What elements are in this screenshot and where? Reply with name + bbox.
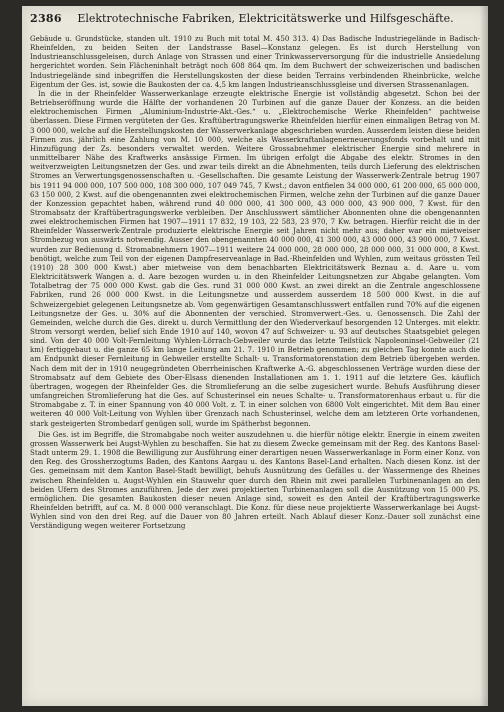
- paragraph-industrial-grounds: Gebäude u. Grundstücke, standen ult. 1910 zu Buch mit total M. 450 313. 4) Das Badische Industriegelände in Badisch-Rheinfelden, zu beiden Seiten der Landstrasse Basel—Konstanz gelegen. Es ist durch Herstellung von Industrieanschlussgeleisen, durch Anlage von Strassen und einer Trinkwasserversorgung für die industrielle Ansiedelung hergerichtet worden. Sein Flächeninhalt beträgt noch 608 864 qm. Im dem Buchwert der schweizerischen und badischen Industriegelände sind inbegriffen die Herstellungskosten der diese beiden Terrains verbindenden Rheinbrücke, welche Eigentum der Ges. ist, sowie die Baukosten der ca. 4,5 km langen Industrieanschlussgleise und diversen Strassenanlagen.: [30, 34, 480, 89]
- paragraph-energy-sales: In die in der Rheinfelder Wasserwerkanlage erzeugte elektrische Energie ist vollständig abgesetzt. Schon bei der Betriebseröffnung wurde die Hälfte der vorhandenen 20 Turbinen auf die ganze Dauer der Konzess. an die beiden elektrochemischen Firmen „Aluminium-Industrie-Akt.-Ges.“ u. „Elektrochemische Werke Rheinfelden“ pachtweise überlassen. Diese Firmen vergüteten der Ges. Kraftübertragungswerke Rheinfelden hierfür einen einmaligen Betrag von M. 3 000 000, welche auf die Herstellungskosten der Wasserwerkanlage abgeschrieben wurden. Ausserdem leisten diese beiden Firmen zus. jährlich eine Zahlung von M. 10 000, welche als Wasserkraftanlagenerneuerungsfonds vorbehalt und mit Hinzufügung der Zs. besonders verwaltet werden. Weitere Grossabnehmer elektrischer Energie sind mehrere in unmittelbarer Nähe des Kraftwerks ansässige Firmen. Im übrigen erfolgt die Abgabe des elektr. Stromes in den weitverzweigten Leitungsnetzen der Ges. und zwar teils direkt an die Abnehmenten, teils durch Lieferung des elektrischen Stromes an Verwertungsgenossenschaften u. -Gesellschaften. Die gesamte Leistung der Wasserwerk-Zentrale betrug 1907 bis 1911 94 000 000, 107 500 000, 108 300 000, 107 049 745, 7 Kwst.; davon entfielen 34 000 000, 61 200 000, 65 000 000, 63 150 000, 2 Kwst. auf die obengenannten zwei elektrochemischen Firmen, welche zehn der Turbinen auf die ganze Dauer der Konzession gepachtet haben, während rund 40 000 000, 41 300 000, 43 000 000, 43 900 000, 7 Kwst. für den Stromabsatz der Kraftübertragungswerke verbleiben. Der Anschlusswert sämtlicher Abonnenten ohne die obengenannten zwei elektrochemischen Firmen hat 1907—1911 17 832, 19 103, 22 583, 23 970, 7 Kw. betragen. Hierfür reicht die in der Rheinfelder Wasserwerk-Zentrale produzierte elektrische Energie seit Jahren nicht mehr aus; daher war ein mietweiser Strombezug von auswärts notwendig. Ausser den obengenannten 40 000 000, 41 300 000, 43 000 000, 43 900 000, 7 Kwst. wurden zur Bedienung d. Stromabnehmern 1907—1911 weitere 24 000 000, 28 000 000, 28 000 000, 31 000 000, 8 Kwst. benötigt, welche zum Teil von der eigenen Dampfreserveanlage in Bad.-Rheinfelden und Wyhlen, zum weitaus grössten Teil (1910) 28 300 000 Kwst.) aber mietweise von dem benachbarten Elektricitätswerk Beznau a. d. Aare u. vom Elektricitätswerk Wangen a. d. Aare bezogen wurden u. in den Rheinfelder Leitungsnetzen zur Abgabe gelangten. Vom Totalbetrag der 75 000 000 Kwst. gab die Ges. rund 31 000 000 Kwst. an zwei direkt an die Zentrale angeschlossene Fabriken, rund 26 000 000 Kwst. in die Leitungsnetze und ausserdem ausserdem 18 500 000 Kwst. in die auf Schweizergebiet gelegenen Leitungsnetze ab. Vom gegenwärtigen Gesamtanschlusswert entfallen rund 70% auf die eigenen Leitungsnetze der Ges. u. 30% auf die Abonnenten der verschied. Stromverwert.-Ges. u. Genossensch. Die Zahl der Gemeinden, welche durch die Ges. direkt u. durch Vermittlung der den Wiederverkauf besorgenden 12 Unterges. mit elektr. Strom versorgt werden, belief sich Ende 1910 auf 140, wovon 47 auf Schweizer- u. 93 auf deutsches Staatsgebiet gelegen sind. Von der 40 000 Volt-Fernleitung Wyhlen-Lörrach-Gebweiler wurde das letzte Teilstück Napoleoninsel-Gebweiler (21 km) fertiggebaut u. die ganze 65 km lange Leitung am 21. 7. 1910 in Betrieb genommen; zu gleichen Tag konnte auch die am Endpunkt dieser Fernleitung in Gebweiler erstellte Schalt- u. Transformatorenstation dem Betrieb übergeben werden. Nach dem mit der in 1910 neugegründeten Oberrheinischen Kraftwerke A.-G. abgeschlossenen Verträge wurden diese der Stromabsatz auf dem Gebiete des Ober-Elsass dienenden Installationen am 1. 1. 1911 auf die letztere Ges. käuflich übertragen, wogegen der Rheinfelder Ges. die Stromlieferung an die selbe zugesichert wurde. Behufs Ausführung dieser umfangreichen Stromlieferung hat die Ges. auf Schusterinsel ein neues Schalte- u. Transformatorenhaus erbaut u. für die Stromabgabe z. T. in einer Spannung von 40 000 Volt. z. T. in einer solchen von 6800 Volt eingerichtet. Mit dem Bau einer weiteren 40 000 Volt-Leitung von Wyhlen über Grenzach nach Schusterinsel, welche dem am letzteren Orte vorhandenen, stark gesteigerten Strombedarf genügen soll, wurde im Spätherbst begonnen.: [30, 88, 480, 428]
- paragraph-augst-wyhlen-project: Die Ges. ist im Begriffe, die Stromabgabe noch weiter auszudehnen u. die hierfür nötige elektr. Energie in einem zweiten grossen Wasserwerk bei Augst-Wyhlen zu beschaffen. Sie hat zu diesem Zwecke gemeinsam mit der Reg. des Kantons Basel-Stadt unterm 29. 1. 1908 die Bewilligung zur Ausführung einer derartigen neuen Wasserwerkanlage in Form einer Konz. von den Reg. des Grossherzogtums Baden, des Kantons Aargau u. des Kantons Basel-Land erhalten. Nach diesen Konz. ist der Ges. gemeinsam mit dem Kanton Basel-Stadt bewilligt, behufs Ausnützung des Gefälles u. der Wassermenge des Rheines zwischen Rheinfelden u. Augst-Wyhlen ein Stauwehr quer durch den Rhein mit zwei parallelen Turbinenanlagen an den beiden Ufern des Stromes anzuführen. Jede der zwei projektierten Turbinenanlagen soll die Ausnützung von 15 000 PS. ermöglichen. Die gesamten Baukosten dieser neuen Anlage sind, soweit es den Anteil der Kraftübertragungswerke Rheinfelden betrifft, auf ca. M. 8 000 000 veranschlagt. Die Konz. für diese neue projektierte Wasserwerkanlage bei Augst-Wyhlen sind von den drei Reg. auf die Dauer von 80 Jahren erteilt. Nach Ablauf dieser Konz.-Dauer soll zunächst eine Verständigung wegen weiterer Fortsetzung: [30, 429, 480, 531]
- body-text: [30, 34, 480, 530]
- page-number: 2386: [30, 12, 62, 25]
- document-page: [22, 6, 488, 706]
- page-header: [30, 12, 478, 28]
- running-title: Elektrotechnische Fabriken, Elektricitätswerke und Hilfsgeschäfte.: [77, 12, 454, 25]
- page-edge-shadow: [480, 6, 488, 706]
